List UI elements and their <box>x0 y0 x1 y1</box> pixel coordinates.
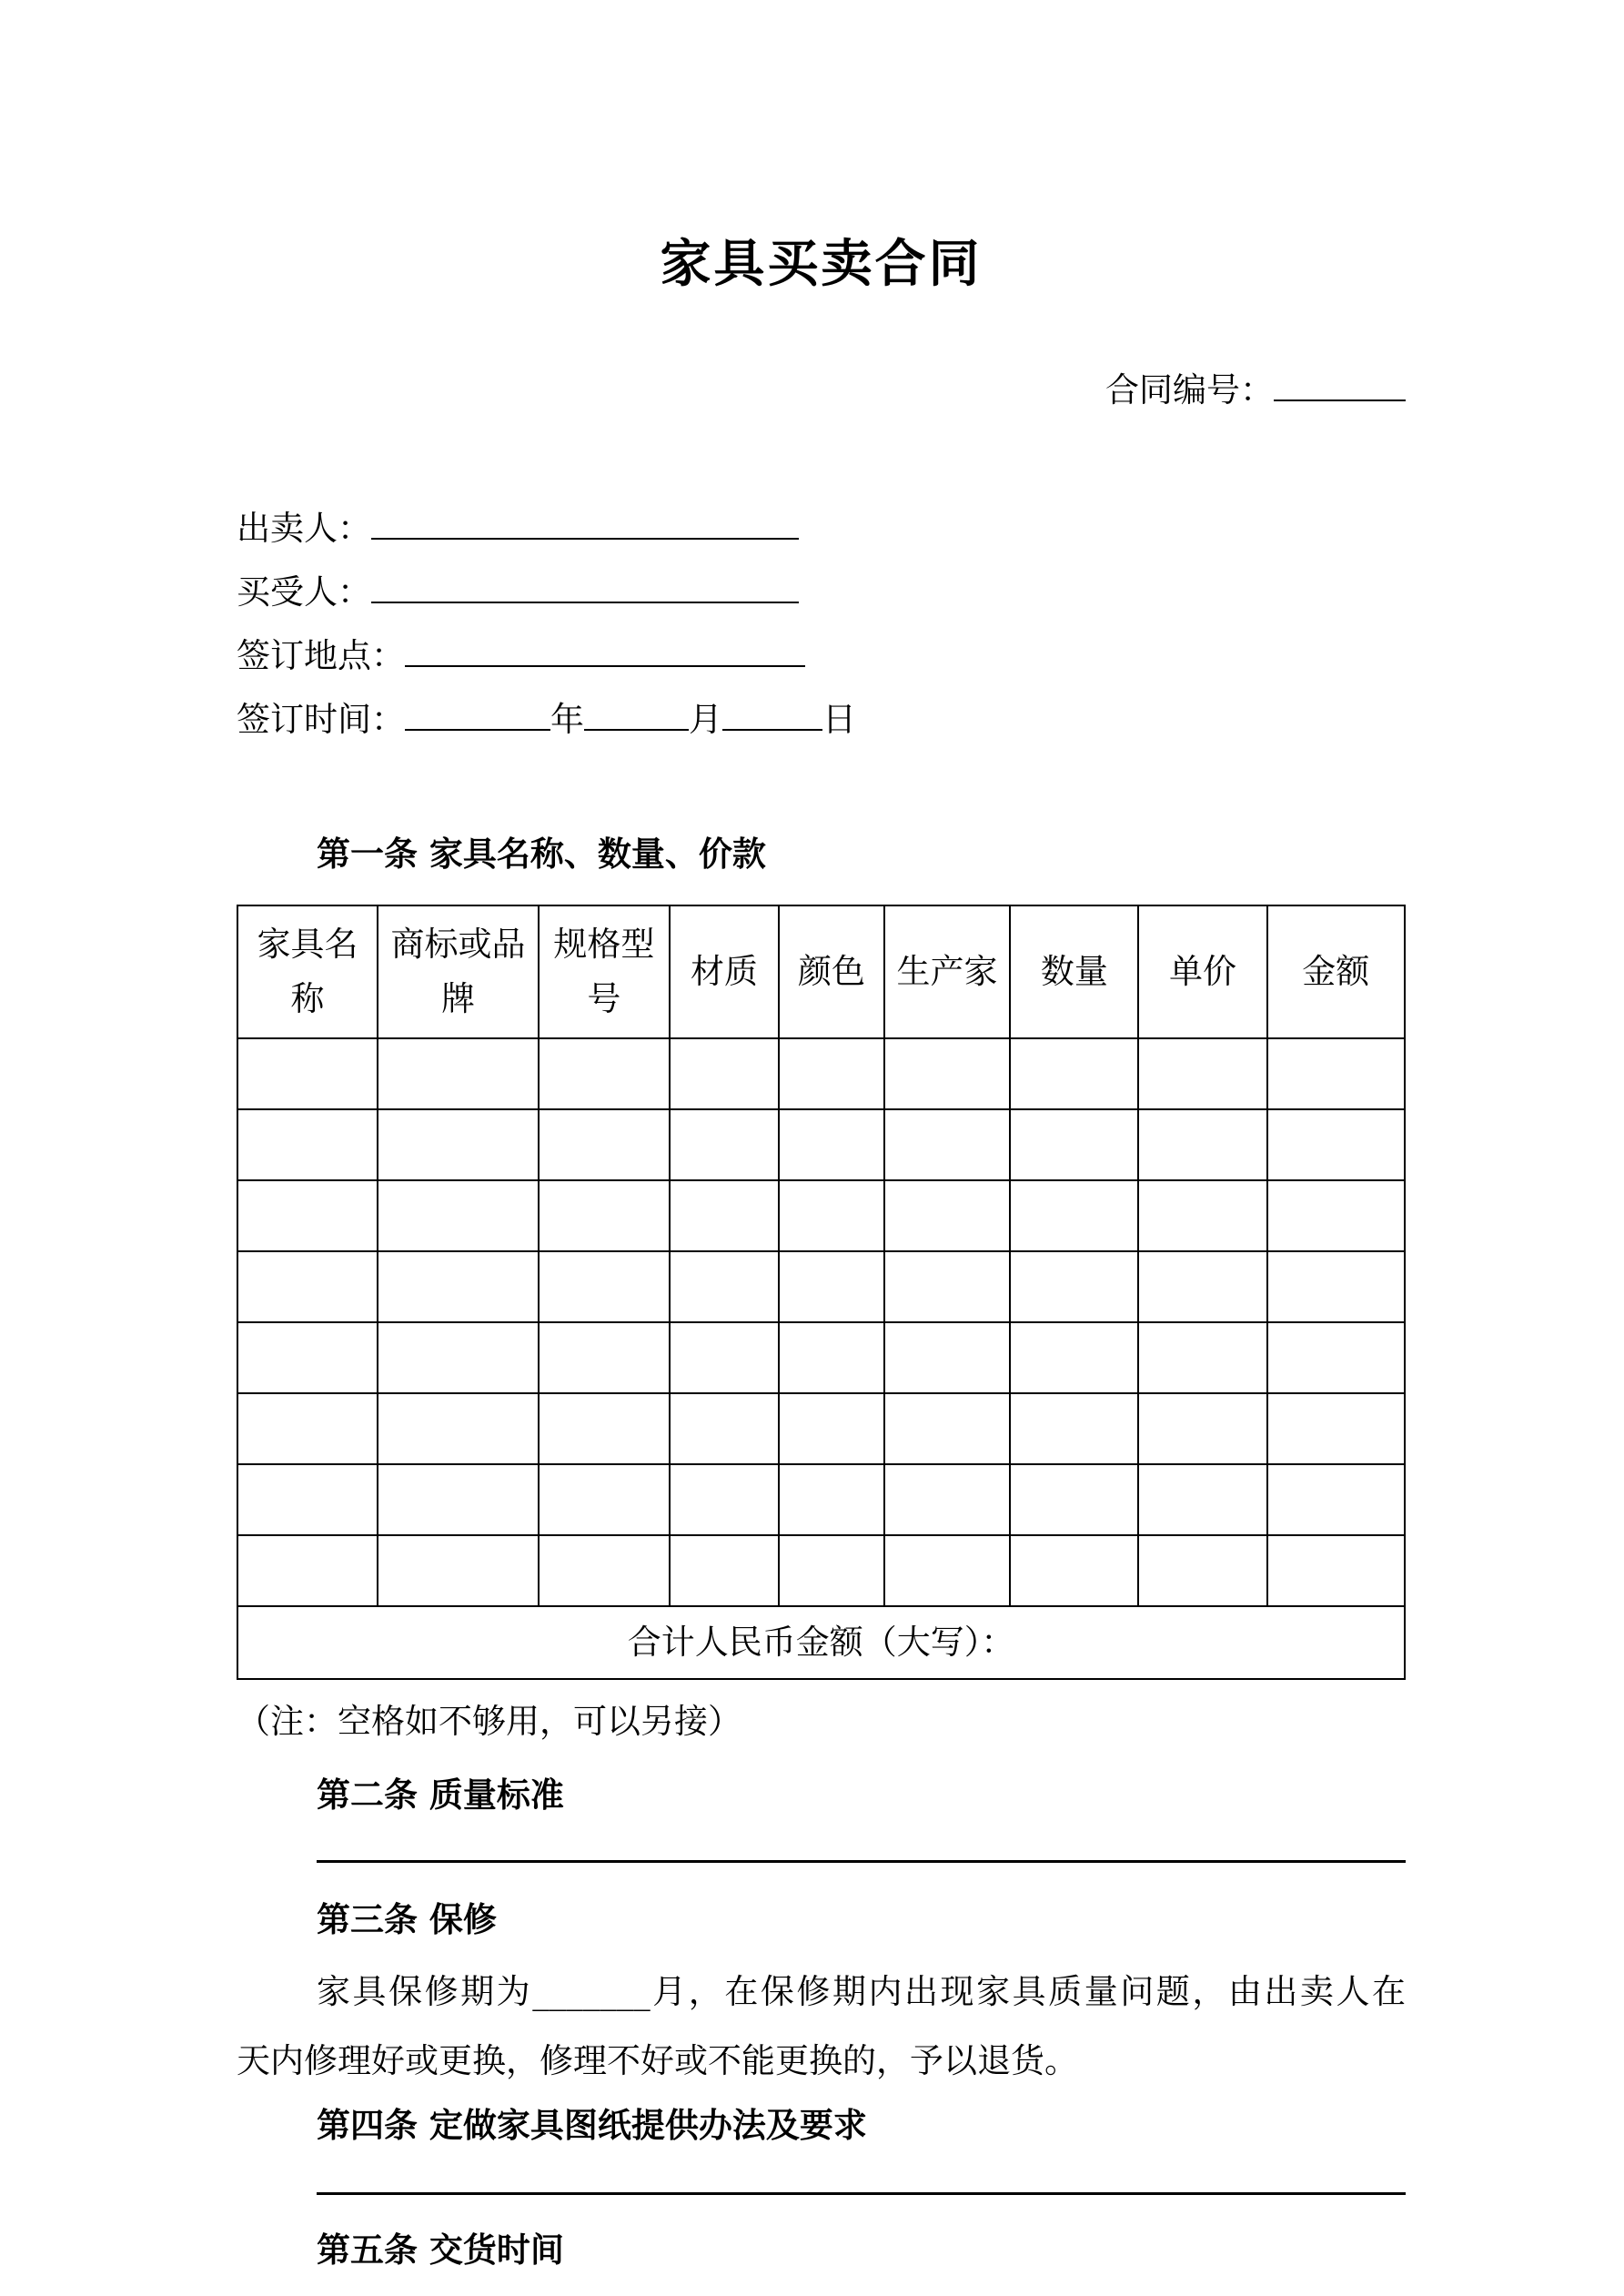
signing-place-row <box>237 624 1406 688</box>
empty-cell[interactable] <box>378 1393 539 1464</box>
day-blank[interactable] <box>722 702 822 731</box>
empty-cell[interactable] <box>1138 1393 1266 1464</box>
table-total-row <box>237 1606 1405 1679</box>
empty-cell[interactable] <box>670 1180 780 1251</box>
empty-cell[interactable] <box>539 1109 670 1180</box>
empty-cell[interactable] <box>1010 1109 1138 1180</box>
empty-cell[interactable] <box>378 1464 539 1535</box>
empty-cell[interactable] <box>779 1038 883 1109</box>
empty-cell[interactable] <box>1138 1535 1266 1606</box>
empty-cell[interactable] <box>1267 1322 1405 1393</box>
empty-cell[interactable] <box>670 1038 780 1109</box>
column-header: 材质 <box>670 905 780 1038</box>
month-blank[interactable] <box>584 702 689 731</box>
empty-cell[interactable] <box>237 1109 378 1180</box>
empty-cell[interactable] <box>1010 1535 1138 1606</box>
contract-number-blank[interactable] <box>1274 372 1406 401</box>
article2-heading: 第二条 质量标准 <box>317 1775 564 1815</box>
parties-section <box>237 497 1406 752</box>
signing-place-blank[interactable] <box>405 638 805 667</box>
article4-heading: 第四条 定做家具图纸提供办法及要求 <box>317 2105 867 2145</box>
empty-cell[interactable] <box>378 1109 539 1180</box>
empty-cell[interactable] <box>670 1535 780 1606</box>
empty-cell[interactable] <box>779 1251 883 1322</box>
document-title: 家具买卖合同 <box>660 234 983 294</box>
contract-number-row <box>237 361 1406 420</box>
empty-cell[interactable] <box>1138 1038 1266 1109</box>
empty-cell[interactable] <box>884 1322 1011 1393</box>
empty-cell[interactable] <box>779 1464 883 1535</box>
year-label: 年 <box>550 700 584 739</box>
signing-time-label: 签订时间： <box>237 700 405 739</box>
empty-cell[interactable] <box>1138 1109 1266 1180</box>
empty-cell[interactable] <box>1010 1322 1138 1393</box>
empty-cell[interactable] <box>1010 1251 1138 1322</box>
empty-cell[interactable] <box>1267 1251 1405 1322</box>
column-header: 颜色 <box>779 905 883 1038</box>
table-row <box>237 1180 1405 1251</box>
empty-cell[interactable] <box>779 1393 883 1464</box>
empty-cell[interactable] <box>378 1180 539 1251</box>
article3-body-line1: 家具保修期为_______月，在保修期内出现家具质量问题，由出卖人在 <box>317 1972 1406 2011</box>
empty-cell[interactable] <box>539 1038 670 1109</box>
empty-cell[interactable] <box>539 1535 670 1606</box>
empty-cell[interactable] <box>237 1180 378 1251</box>
empty-cell[interactable] <box>539 1180 670 1251</box>
buyer-label: 买受人： <box>237 572 371 612</box>
column-header: 金额 <box>1267 905 1405 1038</box>
table-row <box>237 1038 1405 1109</box>
column-header: 生产家 <box>884 905 1011 1038</box>
empty-cell[interactable] <box>670 1109 780 1180</box>
table-header-row <box>237 905 1405 1038</box>
empty-cell[interactable] <box>670 1464 780 1535</box>
empty-cell[interactable] <box>1010 1393 1138 1464</box>
table-row <box>237 1109 1405 1180</box>
year-blank[interactable] <box>405 702 550 731</box>
empty-cell[interactable] <box>1010 1038 1138 1109</box>
empty-cell[interactable] <box>1010 1180 1138 1251</box>
buyer-blank[interactable] <box>371 574 799 603</box>
column-header: 数量 <box>1010 905 1138 1038</box>
empty-cell[interactable] <box>779 1109 883 1180</box>
empty-cell[interactable] <box>1267 1393 1405 1464</box>
empty-cell[interactable] <box>237 1535 378 1606</box>
empty-cell[interactable] <box>1267 1180 1405 1251</box>
empty-cell[interactable] <box>237 1251 378 1322</box>
empty-cell[interactable] <box>884 1535 1011 1606</box>
empty-cell[interactable] <box>884 1109 1011 1180</box>
column-header: 家具名称 <box>237 905 378 1038</box>
empty-cell[interactable] <box>884 1464 1011 1535</box>
empty-cell[interactable] <box>237 1393 378 1464</box>
buyer-row <box>237 561 1406 624</box>
empty-cell[interactable] <box>779 1322 883 1393</box>
empty-cell[interactable] <box>1010 1464 1138 1535</box>
empty-cell[interactable] <box>1138 1180 1266 1251</box>
empty-cell[interactable] <box>378 1251 539 1322</box>
article2-fill-line[interactable] <box>317 1824 1406 1863</box>
empty-cell[interactable] <box>539 1251 670 1322</box>
signing-time-row <box>237 688 1406 752</box>
empty-cell[interactable] <box>1267 1464 1405 1535</box>
seller-row <box>237 497 1406 561</box>
furniture-table <box>237 905 1406 1680</box>
table-row <box>237 1251 1405 1322</box>
empty-cell[interactable] <box>670 1251 780 1322</box>
empty-cell[interactable] <box>779 1535 883 1606</box>
empty-cell[interactable] <box>378 1038 539 1109</box>
empty-cell[interactable] <box>539 1322 670 1393</box>
seller-label: 出卖人： <box>237 509 371 548</box>
empty-cell[interactable] <box>1138 1251 1266 1322</box>
empty-cell[interactable] <box>884 1393 1011 1464</box>
empty-cell[interactable] <box>1267 1109 1405 1180</box>
table-row <box>237 1322 1405 1393</box>
table-note: （注：空格如不够用，可以另接） <box>237 1702 741 1741</box>
article3-heading: 第三条 保修 <box>317 1899 497 1939</box>
article3-body-line2: 天内修理好或更换，修理不好或不能更换的，予以退货。 <box>237 2041 1078 2080</box>
month-label: 月 <box>689 700 722 739</box>
empty-cell[interactable] <box>1138 1464 1266 1535</box>
article1-heading: 第一条 家具名称、数量、价款 <box>317 834 766 874</box>
table-row <box>237 1535 1405 1606</box>
empty-cell[interactable] <box>237 1464 378 1535</box>
column-header: 规格型号 <box>539 905 670 1038</box>
contract-number-label: 合同编号： <box>1105 370 1274 410</box>
seller-blank[interactable] <box>371 511 799 540</box>
column-header: 单价 <box>1138 905 1266 1038</box>
table-row <box>237 1393 1405 1464</box>
article5-heading: 第五条 交货时间 <box>317 2230 564 2270</box>
empty-cell[interactable] <box>378 1322 539 1393</box>
empty-cell[interactable] <box>539 1393 670 1464</box>
empty-cell[interactable] <box>670 1322 780 1393</box>
article4-fill-line[interactable] <box>317 2154 1406 2195</box>
column-header: 商标或品牌 <box>378 905 539 1038</box>
empty-cell[interactable] <box>670 1393 780 1464</box>
empty-cell[interactable] <box>884 1038 1011 1109</box>
empty-cell[interactable] <box>1138 1322 1266 1393</box>
empty-cell[interactable] <box>1267 1535 1405 1606</box>
empty-cell[interactable] <box>1267 1038 1405 1109</box>
empty-cell[interactable] <box>378 1535 539 1606</box>
empty-cell[interactable] <box>779 1180 883 1251</box>
empty-cell[interactable] <box>884 1180 1011 1251</box>
empty-cell[interactable] <box>539 1464 670 1535</box>
signing-place-label: 签订地点： <box>237 636 405 675</box>
empty-cell[interactable] <box>237 1038 378 1109</box>
day-label: 日 <box>822 700 856 739</box>
total-amount-cell[interactable]: 合计人民币金额（大写）： <box>237 1606 1405 1679</box>
empty-cell[interactable] <box>237 1322 378 1393</box>
table-row <box>237 1464 1405 1535</box>
empty-cell[interactable] <box>884 1251 1011 1322</box>
